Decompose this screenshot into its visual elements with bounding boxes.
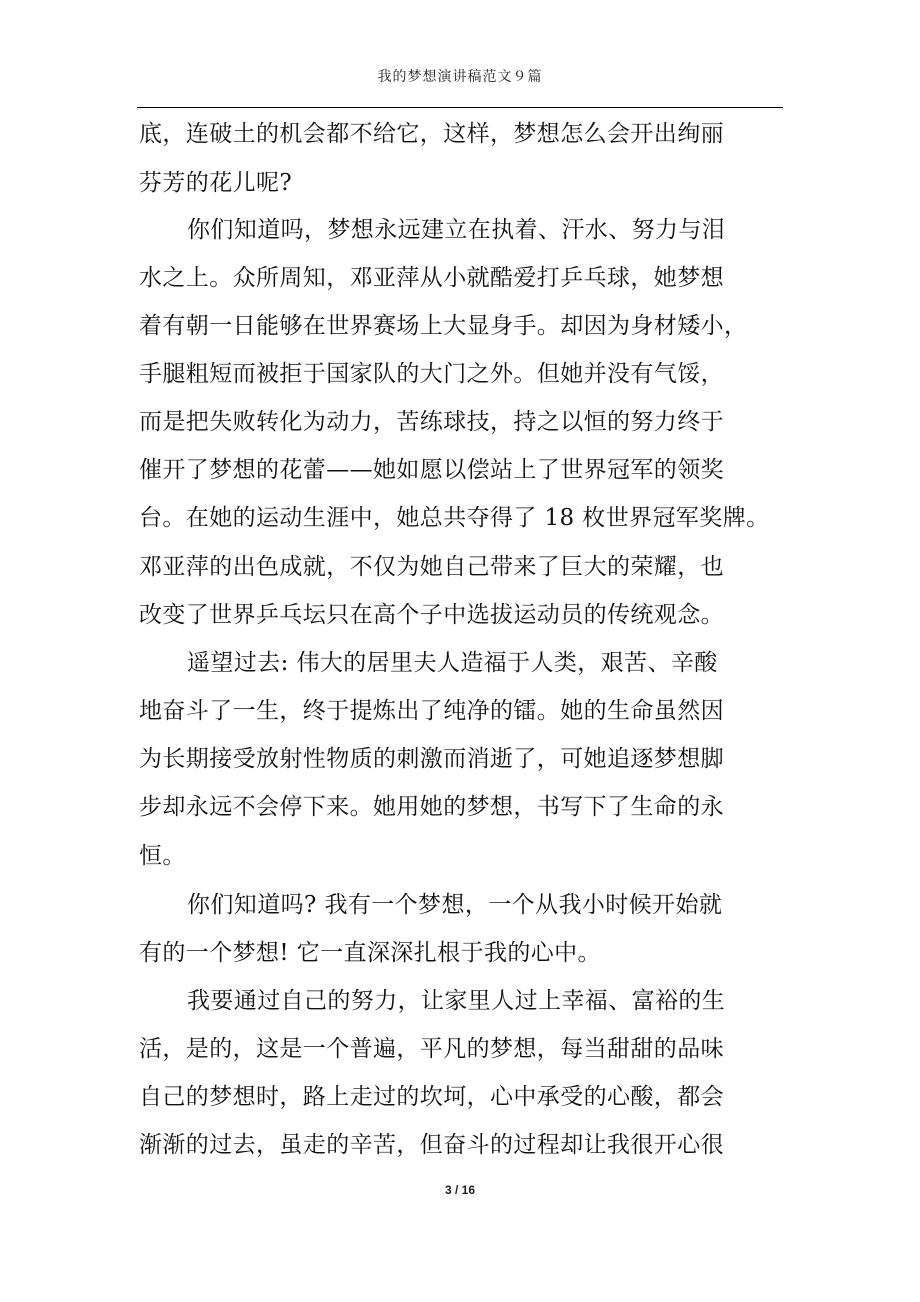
paragraph-first-line: 你们知道吗? 我有一个梦想，一个从我小时候开始就 xyxy=(187,892,723,918)
paragraph-first-line: 遥望过去: 伟大的居里夫人造福于人类，艰苦、辛酸 xyxy=(187,650,718,676)
text-line: 活，是的，这是一个普遍，平凡的梦想，每当甜甜的品味 xyxy=(139,1036,724,1062)
text-line: 底，连破土的机会都不给它，这样，梦想怎么会开出绚丽 xyxy=(139,121,724,147)
text-line: 台。在她的运动生涯中，她总共夺得了 18 枚世界冠军奖牌。 xyxy=(139,505,770,531)
text-line: 改变了世界乒乓坛只在高个子中选拔运动员的传统观念。 xyxy=(139,602,724,628)
text-line: 催开了梦想的花蕾——她如愿以偿站上了世界冠军的领奖 xyxy=(139,457,724,483)
paragraph-first-line: 你们知道吗，梦想永远建立在执着、汗水、努力与泪 xyxy=(187,217,726,243)
text-line: 有的一个梦想! 它一直深深扎根于我的心中。 xyxy=(139,940,601,966)
page-header-title: 我的梦想演讲稿范文９篇 xyxy=(377,69,543,85)
paragraph-first-line: 我要通过自己的努力，让家里人过上幸福、富裕的生 xyxy=(187,988,726,1014)
page-number: 3 / 16 xyxy=(444,1183,476,1197)
text-line: 手腿粗短而被拒于国家队的大门之外。但她并没有气馁， xyxy=(139,361,724,387)
header-divider xyxy=(137,107,783,108)
text-line: 而是把失败转化为动力，苦练球技，持之以恒的努力终于 xyxy=(139,409,724,435)
text-line: 芬芳的花儿呢? xyxy=(139,170,293,196)
text-line: 地奋斗了一生，终于提炼出了纯净的镭。她的生命虽然因 xyxy=(139,698,724,724)
text-line: 着有朝一日能够在世界赛场上大显身手。却因为身材矮小， xyxy=(139,313,748,339)
text-line: 自己的梦想时，路上走过的坎坷，心中承受的心酸，都会 xyxy=(139,1084,724,1110)
text-line: 邓亚萍的出色成就，不仅为她自己带来了巨大的荣耀，也 xyxy=(139,554,724,580)
text-line: 恒。 xyxy=(139,843,186,869)
text-line: 步却永远不会停下来。她用她的梦想，书写下了生命的永 xyxy=(139,794,724,820)
text-line: 为长期接受放射性物质的刺激而消逝了，可她追逐梦想脚 xyxy=(139,746,724,772)
text-line: 水之上。众所周知，邓亚萍从小就酷爱打乒乓球，她梦想 xyxy=(139,265,724,291)
text-line: 渐渐的过去，虽走的辛苦，但奋斗的过程却让我很开心很 xyxy=(139,1132,724,1158)
